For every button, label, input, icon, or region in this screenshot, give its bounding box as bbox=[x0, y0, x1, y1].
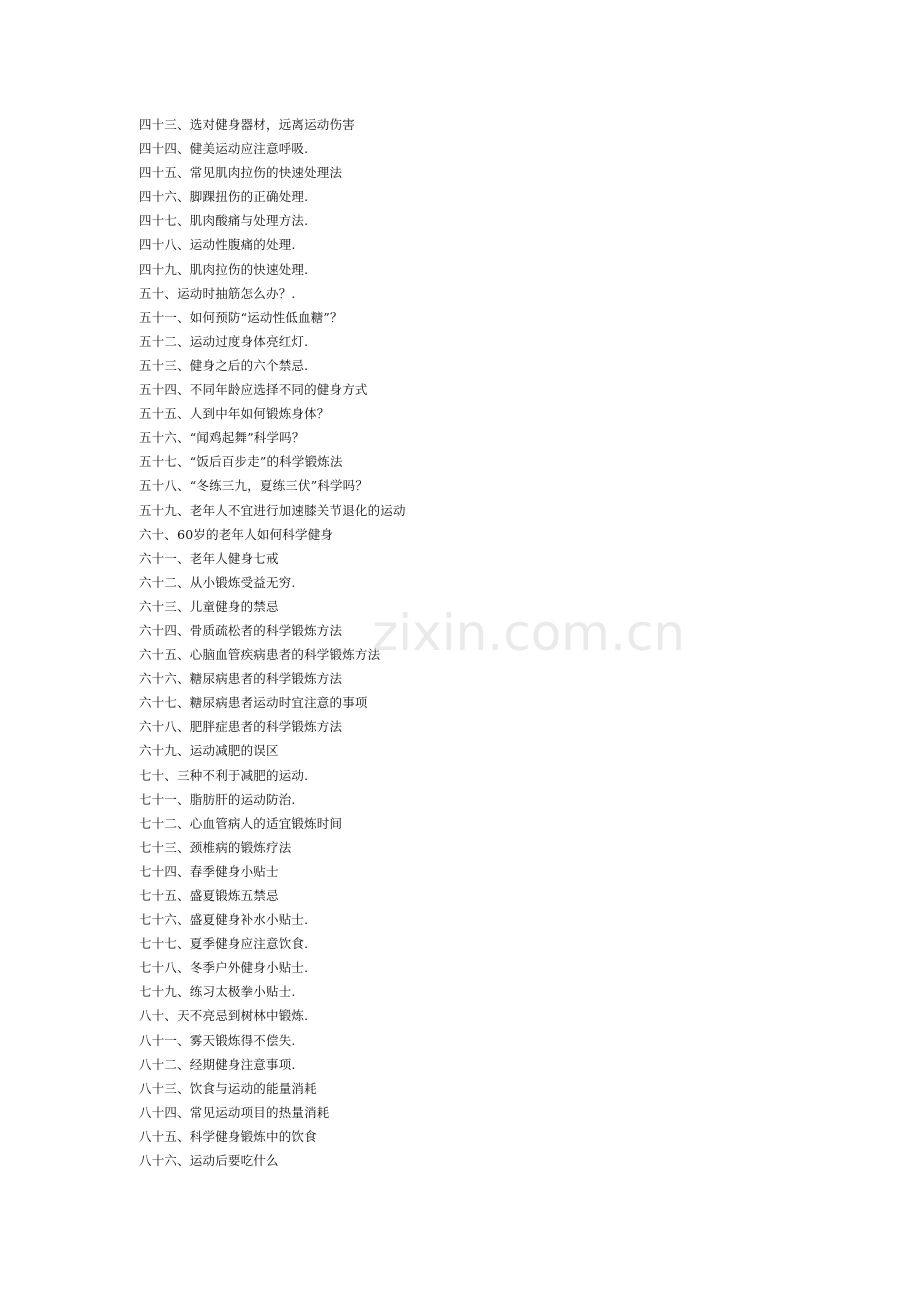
toc-entry: 七十七、夏季健身应注意饮食. bbox=[139, 936, 309, 952]
toc-entry: 四十八、运动性腹痛的处理. bbox=[139, 237, 296, 253]
toc-entry: 六十四、骨质疏松者的科学锻炼方法 bbox=[139, 622, 343, 638]
toc-entry: 六十七、糖尿病患者运动时宜注意的事项 bbox=[139, 695, 368, 711]
toc-entry: 六十二、从小锻炼受益无穷. bbox=[139, 574, 296, 590]
toc-entry: 七十八、冬季户外健身小贴士. bbox=[139, 960, 309, 976]
toc-entry: 五十一、如何预防“运动性低血糖”？ bbox=[139, 309, 343, 325]
toc-entry: 四十五、常见肌肉拉伤的快速处理法 bbox=[139, 165, 343, 181]
toc-entry: 八十五、科学健身锻炼中的饮食 bbox=[139, 1128, 317, 1144]
toc-entry: 六十五、心脑血管疾病患者的科学锻炼方法 bbox=[139, 647, 381, 663]
toc-entry: 四十七、肌肉酸痛与处理方法. bbox=[139, 213, 309, 229]
toc-entry: 七十五、盛夏锻炼五禁忌 bbox=[139, 888, 279, 903]
toc-entry: 六十八、肥胖症患者的科学锻炼方法 bbox=[139, 719, 343, 735]
toc-entry: 八十一、雾天锻炼得不偿失. bbox=[139, 1032, 296, 1048]
toc-entry: 七十二、心血管病人的适宜锻炼时间 bbox=[139, 815, 343, 831]
table-of-contents bbox=[139, 113, 406, 1173]
toc-entry: 七十、三种不利于减肥的运动. bbox=[139, 767, 309, 783]
toc-entry: 七十三、颈椎病的锻炼疗法 bbox=[139, 839, 292, 855]
watermark: zixin.com.cn bbox=[372, 604, 686, 662]
toc-entry: 七十六、盛夏健身补水小贴士. bbox=[139, 912, 309, 928]
toc-entry: 五十五、人到中年如何锻炼身体？ bbox=[139, 406, 330, 422]
toc-entry: 六十三、儿童健身的禁忌 bbox=[139, 598, 279, 614]
toc-entry: 七十一、脂肪肝的运动防治. bbox=[139, 791, 296, 807]
toc-entry: 五十七、“饭后百步走”的科学锻炼法 bbox=[139, 454, 343, 470]
toc-entry: 五十二、运动过度身体亮红灯. bbox=[139, 333, 309, 349]
toc-entry: 四十三、选对健身器材，远离运动伤害 bbox=[139, 117, 355, 132]
toc-entry: 六十六、糖尿病患者的科学锻炼方法 bbox=[139, 671, 343, 687]
toc-entry: 八十、天不亮忌到树林中锻炼. bbox=[139, 1008, 309, 1024]
toc-entry: 七十四、春季健身小贴士 bbox=[139, 863, 279, 879]
toc-entry: 四十四、健美运动应注意呼吸. bbox=[139, 141, 309, 157]
toc-entry: 四十六、脚踝扭伤的正确处理. bbox=[139, 189, 309, 205]
toc-entry: 四十九、肌肉拉伤的快速处理. bbox=[139, 261, 309, 277]
toc-entry: 五十、运动时抽筋怎么办？. bbox=[139, 285, 296, 301]
toc-entry: 六十、60岁的老年人如何科学健身 bbox=[139, 526, 334, 542]
toc-entry: 六十一、老年人健身七戒 bbox=[139, 550, 279, 566]
toc-entry: 六十九、运动减肥的误区 bbox=[139, 743, 279, 759]
toc-entry: 八十六、运动后要吃什么 bbox=[139, 1153, 279, 1169]
toc-entry: 五十九、老年人不宜进行加速膝关节退化的运动 bbox=[139, 502, 406, 518]
toc-entry: 八十三、饮食与运动的能量消耗 bbox=[139, 1080, 317, 1096]
toc-entry: 五十六、“闻鸡起舞”科学吗？ bbox=[139, 430, 305, 446]
toc-entry: 八十四、常见运动项目的热量消耗 bbox=[139, 1104, 330, 1120]
toc-entry: 五十八、“冬练三九，夏练三伏”科学吗？ bbox=[139, 478, 369, 494]
toc-entry: 五十三、健身之后的六个禁忌. bbox=[139, 357, 309, 373]
toc-entry: 七十九、练习太极拳小贴士. bbox=[139, 984, 296, 1000]
toc-entry: 五十四、不同年龄应选择不同的健身方式 bbox=[139, 382, 368, 398]
toc-entry: 八十二、经期健身注意事项. bbox=[139, 1056, 296, 1072]
